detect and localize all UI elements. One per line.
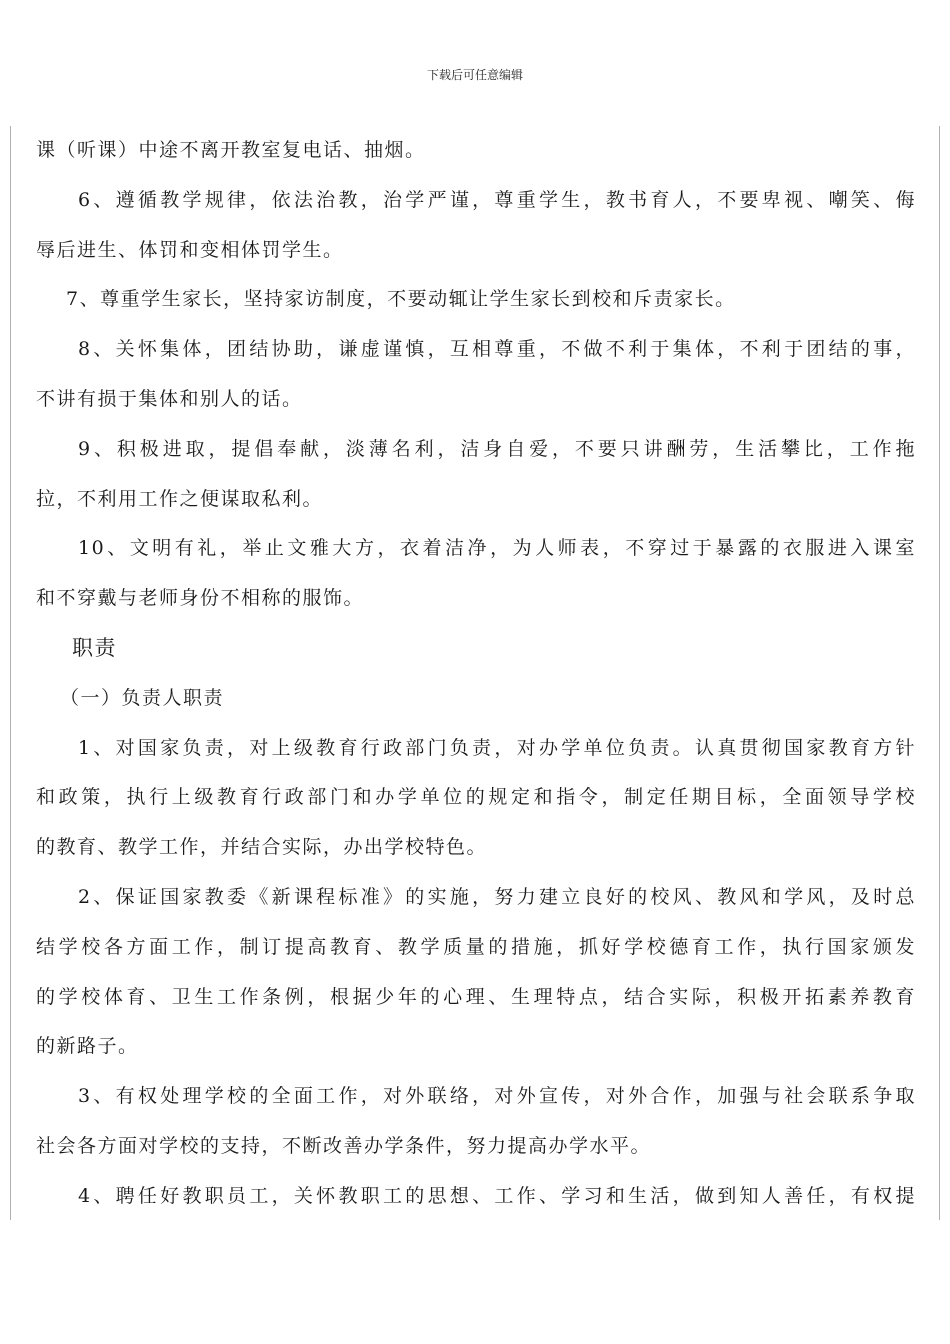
text-line: 的学校体育、卫生工作条例，根据少年的心理、生理特点，结合实际，积极开拓素养教育 <box>36 985 916 1008</box>
text-line: 1、对国家负责，对上级教育行政部门负责，对办学单位负责。认真贯彻国家教育方针 <box>78 736 916 759</box>
right-margin-rule <box>939 126 940 1220</box>
text-line: 6、遵循教学规律，依法治教，治学严谨，尊重学生，教书育人，不要卑视、嘲笑、侮 <box>78 188 916 211</box>
text-line: 7、尊重学生家长，坚持家访制度，不要动辄让学生家长到校和斥责家长。 <box>66 288 736 311</box>
text-line: 辱后进生、体罚和变相体罚学生。 <box>36 238 344 261</box>
text-line: 拉，不利用工作之便谋取私利。 <box>36 487 324 510</box>
document-body <box>36 126 916 1222</box>
left-margin-rule <box>10 126 11 1220</box>
text-line: 2、保证国家教委《新课程标准》的实施，努力建立良好的校风、教风和学风，及时总 <box>78 885 916 908</box>
subsection-heading: （一）负责人职责 <box>60 686 225 709</box>
text-line: 的新路子。 <box>36 1035 139 1058</box>
text-line: 结学校各方面工作，制订提高教育、教学质量的措施，抓好学校德育工作，执行国家颁发 <box>36 935 916 958</box>
text-line: 4、聘任好教职员工，关怀教职工的思想、工作、学习和生活，做到知人善任，有权提 <box>78 1184 916 1207</box>
text-line: 9、积极进取，提倡奉献，淡薄名利，洁身自爱，不要只讲酬劳，生活攀比，工作拖 <box>78 437 916 460</box>
text-line: 3、有权处理学校的全面工作，对外联络，对外宣传，对外合作，加强与社会联系争取 <box>78 1085 916 1108</box>
text-line: 不讲有损于集体和别人的话。 <box>36 387 303 410</box>
text-line: 的教育、教学工作，并结合实际，办出学校特色。 <box>36 836 488 859</box>
section-heading: 职责 <box>72 635 117 660</box>
text-line: 和政策，执行上级教育行政部门和办学单位的规定和指令，制定任期目标，全面领导学校 <box>36 786 916 809</box>
page-header: 下载后可任意编辑 <box>426 68 523 82</box>
text-line: 课（听课）中途不离开教室复电话、抽烟。 <box>36 139 426 161</box>
text-line: 和不穿戴与老师身份不相称的服饰。 <box>36 587 365 610</box>
text-line: 8、关怀集体，团结协助，谦虚谨慎，互相尊重，不做不利于集体，不利于团结的事， <box>78 338 916 361</box>
text-line: 10、文明有礼，举止文雅大方，衣着洁净，为人师表，不穿过于暴露的衣服进入课室 <box>78 537 916 560</box>
text-line: 社会各方面对学校的支持，不断改善办学条件，努力提高办学水平。 <box>36 1134 652 1157</box>
